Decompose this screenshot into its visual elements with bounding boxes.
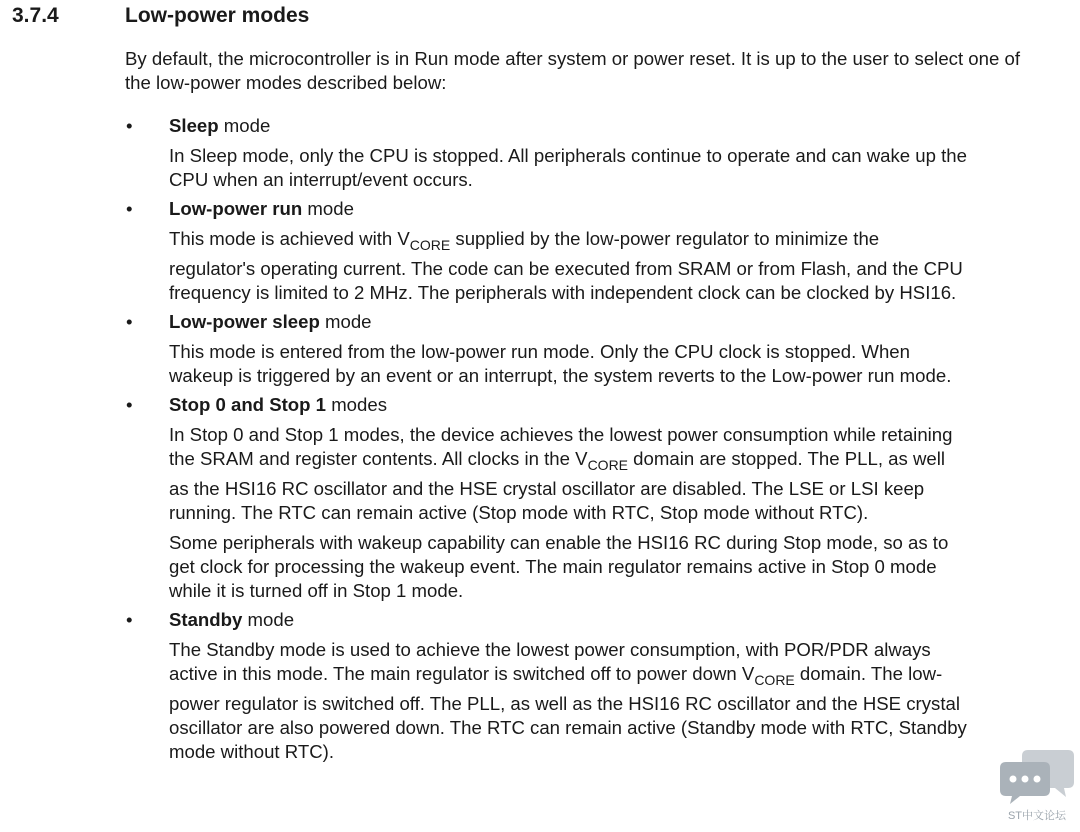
- mode-item: [0, 114, 1080, 192]
- mode-heading: [169, 114, 1080, 138]
- bullet-marker: •: [126, 394, 133, 415]
- text-run: Some peripherals with wakeup capability can enable the HSI16 RC during Stop mode, so as to get clock for processing the wakeup event. The main regulator remains active in Stop 0 mode while it is turned off in Stop 1 mode.: [169, 532, 949, 601]
- text-run: In Stop 0 and Stop 1 modes, the device achieves the lowest power consumption while retaining the SRAM and register contents. All clocks in the V: [169, 424, 953, 469]
- chat-bubbles-icon: [998, 748, 1076, 806]
- bullet-marker: •: [126, 609, 133, 630]
- subscript: CORE: [409, 237, 451, 253]
- text-run: domain are stopped. The PLL, as well as the HSI16 RC oscillator and the HSE crystal oscillator are disabled. The LSE or LSI keep running. The RTC can remain active (Stop mode with RTC, Stop mode without RTC).: [169, 448, 945, 523]
- text-run: supplied by the low-power regulator to minimize the regulator's operating current. The code can be executed from SRAM or from Flash, and the CPU frequency is limited to 2 MHz. The peripherals with independent clock can be clocked by HSI16.: [169, 228, 963, 303]
- text-run: domain. The low-power regulator is switched off. The PLL, as well as the HSI16 RC oscillator and the HSE crystal oscillator are also powered down. The RTC can remain active (Standby mode with RTC, Standby mode without RTC).: [169, 663, 967, 762]
- mode-suffix: mode: [218, 115, 271, 136]
- mode-description: [169, 227, 969, 305]
- section-intro: By default, the microcontroller is in Run mode after system or power reset. It is up to the user to select one of the low-power modes described below:: [125, 48, 1020, 93]
- mode-item: [0, 608, 1080, 764]
- text-run: The Standby mode is used to achieve the lowest power consumption, with POR/PDR always active in this mode. The main regulator is switched off to power down V: [169, 639, 931, 684]
- mode-name: Sleep: [169, 115, 219, 136]
- mode-description: [169, 340, 969, 388]
- text-run: This mode is entered from the low-power run mode. Only the CPU clock is stopped. When wakeup is triggered by an event or an interrupt, the system reverts to the Low-power run mode.: [169, 341, 952, 386]
- subscript: CORE: [587, 457, 629, 473]
- watermark-text: ST中文论坛: [1007, 810, 1067, 822]
- bullet-marker: •: [126, 311, 133, 332]
- mode-suffix: mode: [242, 609, 295, 630]
- mode-suffix: mode: [302, 198, 354, 219]
- section-title: Low-power modes: [125, 4, 310, 27]
- mode-name: Low-power run: [169, 198, 303, 219]
- mode-item: [0, 310, 1080, 388]
- mode-heading: [169, 197, 1080, 221]
- mode-description: [169, 531, 969, 603]
- mode-description: [169, 423, 969, 525]
- bullet-marker: •: [126, 198, 133, 219]
- mode-item: [0, 197, 1080, 305]
- mode-suffix: mode: [319, 311, 372, 332]
- mode-item: [0, 393, 1080, 603]
- bullet-marker: •: [126, 115, 133, 136]
- mode-suffix: modes: [326, 394, 388, 415]
- text-run: This mode is achieved with V: [169, 228, 410, 249]
- mode-description: [169, 638, 969, 764]
- forum-watermark: [998, 748, 1076, 828]
- mode-name: Standby: [169, 609, 243, 630]
- low-power-mode-list: [0, 114, 1080, 769]
- subscript: CORE: [754, 672, 795, 688]
- section-number: 3.7.4: [12, 4, 59, 27]
- mode-name: Stop 0 and Stop 1: [169, 394, 327, 415]
- text-run: In Sleep mode, only the CPU is stopped. All peripherals continue to operate and can wake up the CPU when an interrupt/event occurs.: [169, 145, 967, 190]
- mode-heading: [169, 310, 1080, 334]
- mode-description: [169, 144, 969, 192]
- mode-heading: [169, 393, 1080, 417]
- mode-heading: [169, 608, 1080, 632]
- mode-name: Low-power sleep: [169, 311, 320, 332]
